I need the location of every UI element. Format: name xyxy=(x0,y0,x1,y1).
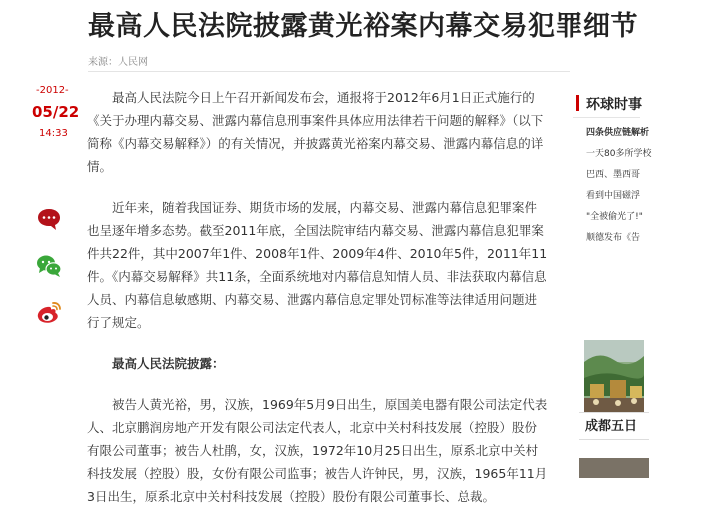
article-body xyxy=(87,86,549,526)
sidebar-heading[interactable]: 环球时事 xyxy=(586,97,642,113)
sidebar-header xyxy=(573,86,640,118)
article-paragraph-1: 最高人民法院今日上午召开新闻发布会，通报将于2012年6月1日正式施行的《关于办理内幕交易、泄露内幕信息刑事案件具体应用法律若干问题的解释》（以下简称《内幕交易解释》）的有关情况，并披露黄光裕案内幕交易、泄露内幕信息的详情。 xyxy=(87,90,544,174)
title-divider xyxy=(88,71,570,72)
wechat-icon[interactable] xyxy=(36,254,62,278)
sidebar-link[interactable]: 一天80多所学校 xyxy=(586,149,652,159)
article-title: 最高人民法院披露黄光裕案内幕交易犯罪细节 xyxy=(88,11,638,42)
article-source: 来源：人民网 xyxy=(88,57,148,68)
sidebar-header-accent xyxy=(576,95,579,111)
sidebar xyxy=(573,86,652,474)
article-paragraph-3: 被告人黄光裕，男，汉族，1969年5月9日出生，原国美电器有限公司法定代表人、北京鹏润房地产开发有限公司法定代表人，北京中关村科技发展（控股）股份有限公司董事；被告人杜鹃，女，汉族，1972年10月25日出生，原系北京中关村科技发展（控股）股，女份有限公司监事；被告人许钟民，男，汉族，1965年11月3日出生，原系北京中关村科技发展（控股）股份有限公司董事长、总裁。 xyxy=(87,397,548,504)
sidebar-link[interactable]: "全被偷光了!" xyxy=(586,212,643,222)
article-paragraph-2: 近年来，随着我国证券、期货市场的发展，内幕交易、泄露内幕信息犯罪案件也呈逐年增多态势。截至2011年底，全国法院审结内幕交易、泄露内幕信息犯罪案件共22件，其中2007年1件、2008年1件、2009年4件、2010年5件，2011年11件。《内幕交易解释》共11条，全面系统地对内幕信息知情人员、非法获取内幕信息人员、内幕信息敏感期、内幕交易、泄露内幕信息定罪处罚标准等法律适用问题进行了规定。 xyxy=(87,200,548,330)
sidebar-link[interactable]: 顺德发布《告 xyxy=(586,233,641,243)
comment-bubble-icon[interactable] xyxy=(36,207,62,231)
publish-date: 05/22 xyxy=(32,103,80,121)
sidebar-photo-caption[interactable]: 成都五日 xyxy=(579,412,649,440)
sidebar-link[interactable]: 四条供应链解析 xyxy=(586,128,650,138)
sidebar-thumbnail[interactable] xyxy=(579,458,649,478)
sidebar-link-list xyxy=(586,123,706,249)
weibo-icon[interactable] xyxy=(36,301,62,325)
publish-time: 14:33 xyxy=(39,128,68,139)
sidebar-link[interactable]: 巴西、墨西哥 xyxy=(586,170,641,180)
article-subheading: 最高人民法院披露： xyxy=(112,356,225,371)
sidebar-link[interactable]: 看到中国磁浮 xyxy=(586,191,641,201)
sidebar-photo[interactable] xyxy=(584,340,644,412)
publish-year: -2012- xyxy=(36,85,69,96)
